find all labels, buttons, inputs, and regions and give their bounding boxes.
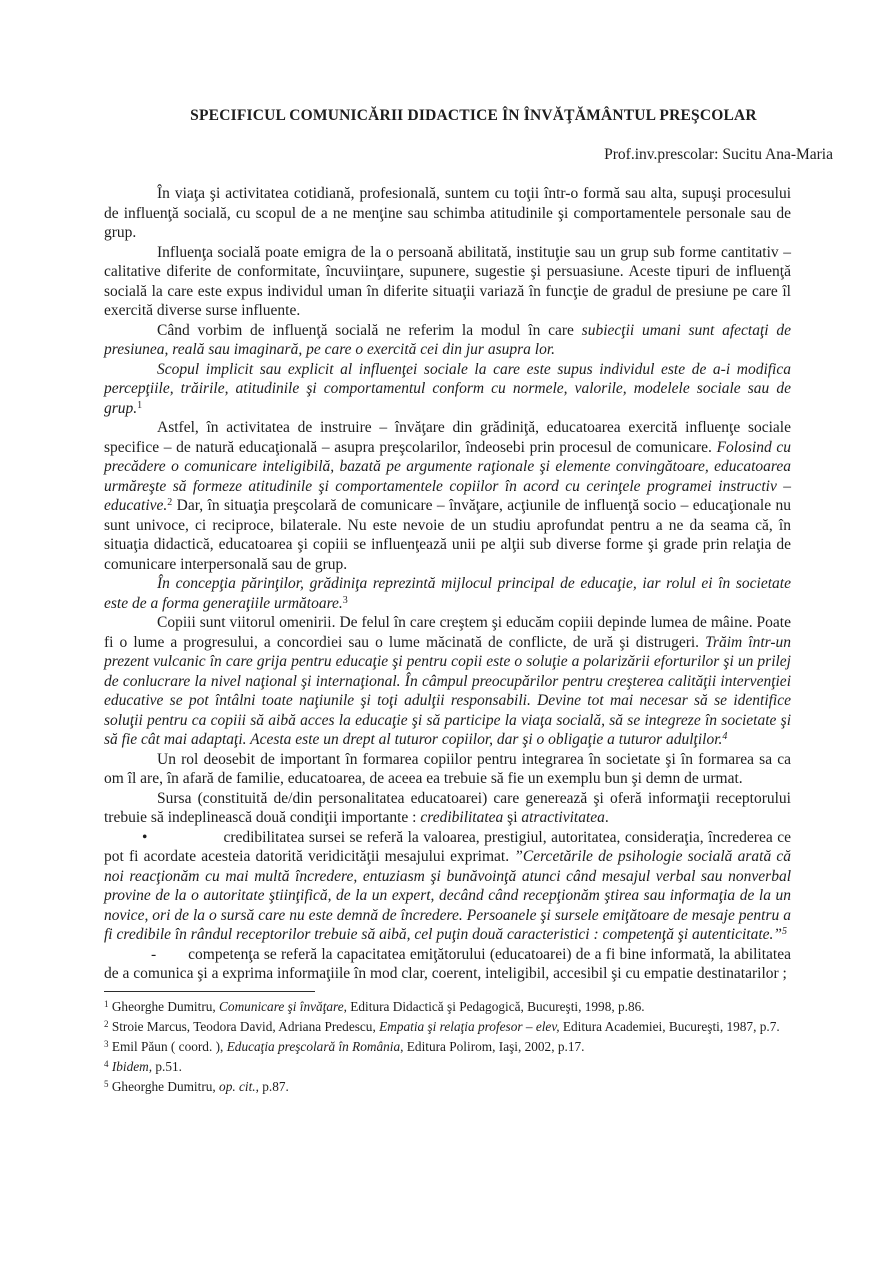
paragraph xyxy=(104,184,791,243)
text-run: În viaţa şi activitatea cotidiană, profesională, suntem cu toţii într-o formă sau alta, supuşi procesului de influenţă socială, cu scopul de a ne menţine sau schimba atitudinile şi comportamentele personale sau de grup. xyxy=(104,185,791,241)
text-run: subiecţii umani sunt afectaţi de presiunea, reală sau imaginară, pe care o exercită cei din jur asupra lor. xyxy=(104,321,791,358)
footnote-marker: 1 xyxy=(104,998,109,1009)
text-run: Educaţia preşcolară în România xyxy=(226,1038,401,1054)
footnote xyxy=(104,997,791,1017)
superscript-note-ref: 3 xyxy=(342,594,348,606)
text-run: , Editura Polirom, Iaşi, 2002, p.17. xyxy=(400,1038,585,1054)
footnote-marker: 2 xyxy=(104,1018,109,1029)
text-run: Editura Academiei, Bucureşti, 1987, p.7. xyxy=(559,1018,780,1034)
footnote-separator xyxy=(104,991,315,992)
paragraph xyxy=(104,574,791,613)
text-run: Empatia şi relaţia profesor – elev, xyxy=(379,1018,560,1034)
text-run: Scopul implicit sau explicit al influenţei sociale la care este supus individul este de a-i modifica percepţiile, trăirile, atitudinile şi comportamentul conform cu normele, valorile, modelele sociale sau de grup. xyxy=(104,360,791,417)
footnote xyxy=(104,1077,791,1097)
text-run: Comunicare şi învăţare xyxy=(219,998,344,1014)
dash-paragraph xyxy=(104,945,791,984)
footnote-marker: 3 xyxy=(104,1038,109,1049)
author-line: Prof.inv.prescolar: Sucitu Ana-Maria xyxy=(604,146,833,163)
text-run: . xyxy=(604,809,609,826)
footnote-marker: 5 xyxy=(104,1078,109,1089)
footnote xyxy=(104,1017,791,1037)
bullet-paragraph xyxy=(104,828,791,945)
superscript-note-ref: 5 xyxy=(782,926,788,937)
footnotes-section xyxy=(104,997,791,1097)
document-title: SPECIFICUL COMUNICĂRII DIDACTICE ÎN ÎNVĂŢĂMÂNTUL PREŞCOLAR xyxy=(190,107,757,124)
text-run: Folosind cu precădere o comunicare inteligibilă, bazată pe argumente raţionale şi elemente convingătoare, educatoarea urmăreşte să formeze atitudinile şi comportamentele copiilor în acord cu cerinţele programei instructiv – educative. xyxy=(104,438,791,514)
dash-marker: - xyxy=(151,945,157,963)
document-body xyxy=(104,184,791,984)
text-run: Trăim într-un prezent vulcanic în care grija pentru educaţie şi pentru copii este o soluţie a polarizării eforturilor şi un prilej de conlucrare la nivel naţional şi internaţional. În câmpul preocupărilor pentru creşterea calităţii intervenţiei educative se pot întâlni toate naţiunile şi toţi adulţii responsabili. Devine tot mai necesar să se identifice soluţii pentru ca copiii să aibă acces la educaţie şi să participe la viaţa socială, să se integreze în societate şi să fie cât mai adaptaţi. Acesta este un drept al tuturor copiilor, dar şi o obligaţie a tuturor adulţilor. xyxy=(104,633,792,748)
text-run: credibilitatea xyxy=(420,809,504,826)
text-run: Ibidem, xyxy=(111,1058,153,1074)
superscript-note-ref: 1 xyxy=(137,399,143,411)
text-run: Copiii sunt viitorul omenirii. De felul în care creştem şi educăm copiii depinde lumea de mâine. Poate fi o lume a progresului, a concordiei sau o lume măcinată de conflicte, de ură şi distrugeri. xyxy=(104,614,791,651)
bullet-marker: • xyxy=(142,828,148,846)
text-run: Sursa (constituită de/din personalitatea educatoarei) care generează şi oferă informaţii receptorului trebuie să indeplinească două condiţii importante : xyxy=(104,789,791,826)
text-run: Influenţa socială poate emigra de la o persoană abilitată, instituţie sau un grup sub forme cantitativ – calitative diferite de conformitate, încuviinţare, supunere, sugestie şi persuasiune. Aceste tipuri de influenţă socială la care este expus individul uman în diferite situaţii variază în funcţie de gradul de presiune pe care îl exercită diverse surse influente. xyxy=(104,243,791,319)
text-run: Când vorbim de influenţă socială ne referim la modul în care xyxy=(157,321,582,339)
paragraph xyxy=(104,789,791,828)
text-run: Gheorghe Dumitru, xyxy=(108,998,220,1014)
footnote-marker: 4 xyxy=(104,1058,109,1069)
text-run: , Editura Didactică şi Pedagogică, Bucureşti, 1998, p.86. xyxy=(343,998,645,1014)
paragraph xyxy=(104,613,791,750)
text-run: p.51. xyxy=(152,1058,182,1074)
footnote xyxy=(104,1037,791,1057)
footnote xyxy=(104,1057,791,1077)
text-run: Un rol deosebit de important în formarea copiilor pentru integrarea în societate şi în formarea sa ca om îl are, în afară de familie, educatoarea, de aceea ea trebuie să fie un exemplu bun şi demn de urmat. xyxy=(104,750,791,787)
text-run: atractivitatea xyxy=(521,809,605,826)
text-run: ”Cercetările de psihologie socială arată că noi reacţionăm cu mai multă încredere, entuziasm şi bunăvoinţă atunci când mesajul verbal sau nonverbal provine de la o autoritate ştiinţifică, de la un expert, decând când recepţionăm ştirea sau informaţia de la un novice, ori de la o sursă care nu este demnă de încredere. Persoanele şi sursele emiţătoare de mesaje pentru a fi credibile în rândul receptorilor trebuie să aibă, cel puţin două caracteristici : competenţă şi autenticitate.” xyxy=(104,848,791,943)
text-run: credibilitatea sursei se referă la valoarea, prestigiul, autoritatea, consideraţia, încrederea ce pot fi acordate acesteia datorită veridicităţii mesajului exprimat. xyxy=(104,828,791,865)
superscript-note-ref: 2 xyxy=(167,497,173,508)
text-run: Astfel, în activitatea de instruire – învăţare din grădiniţă, educatoarea exercită influenţe sociale specifice – de natură educaţională – asupra preşcolarilor, îndeosebi prin procesul de comunicare. xyxy=(104,419,791,456)
text-run: op. cit. xyxy=(219,1078,256,1094)
text-run: Gheorghe Dumitru, xyxy=(108,1078,220,1094)
paragraph xyxy=(104,360,791,419)
paragraph xyxy=(104,750,791,789)
text-run: Dar, în situaţia preşcolară de comunicare – învăţare, acţiunile de influenţă socio – educaţionale nu sunt univoce, ci reciproce, bilaterale. Nu este nevoie de un studiu aprofundat pentru a ne da seama că, în situaţia didactică, educatoarea şi copiii se influenţează unii pe alţii sub diverse forme şi grade prin relaţia de comunicare interpersonală sau de grup. xyxy=(104,497,791,573)
text-run: competenţa se referă la capacitatea emiţătorului (educatoarei) de a fi bine informată, la abilitatea de a comunica şi a exprima informaţiile în mod clar, coerent, inteligibil, accesibil şi cu empatie destinatarilor ; xyxy=(104,945,791,982)
text-run: În concepţia părinţilor, grădiniţa reprezintă mijlocul principal de educaţie, iar rolul ei în societate este de a forma generaţiile următoare. xyxy=(104,575,791,612)
text-run: şi xyxy=(503,809,522,826)
paragraph xyxy=(104,418,791,574)
superscript-note-ref: 4 xyxy=(722,731,728,742)
text-run: Stroie Marcus, Teodora David, Adriana Predescu, xyxy=(108,1018,380,1034)
paragraph xyxy=(104,243,791,321)
text-run: , p.87. xyxy=(255,1078,289,1094)
paragraph xyxy=(104,321,791,360)
text-run: Emil Păun ( coord. ), xyxy=(108,1038,227,1054)
